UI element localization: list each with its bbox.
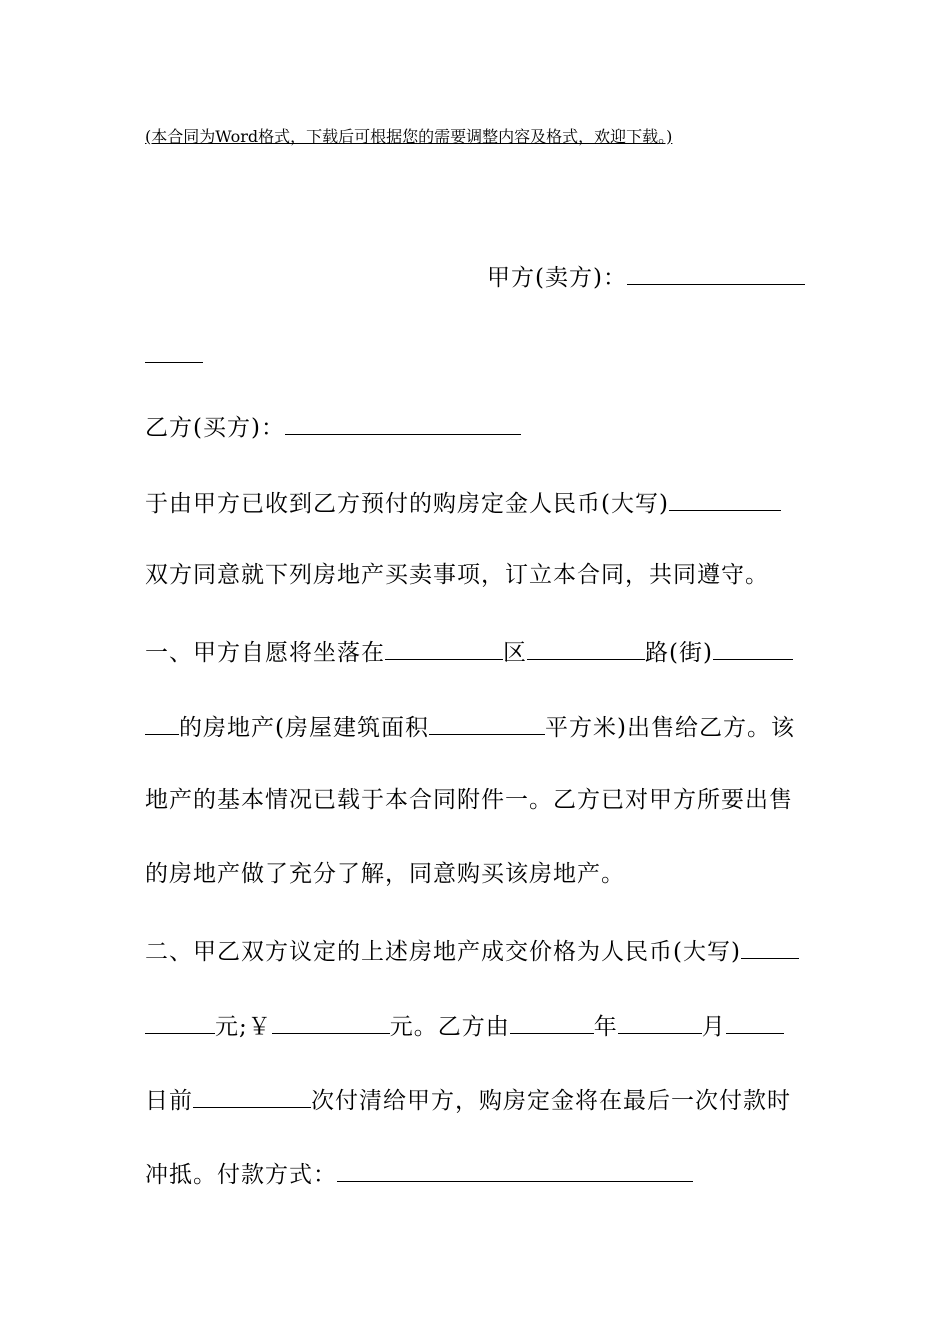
format-notice: (本合同为Word格式，下载后可根据您的需要调整内容及格式，欢迎下载。) <box>145 127 673 146</box>
deposit-text: 于由甲方已收到乙方预付的购房定金人民币(大写) <box>145 491 669 517</box>
party-b-blank[interactable] <box>285 408 521 435</box>
clause2-text-g: 次付清给甲方，购房定金将在最后一次付款时 <box>311 1088 791 1114</box>
address-blank[interactable] <box>713 633 793 660</box>
party-a-blank[interactable] <box>627 258 805 285</box>
agreement-text: 双方同意就下列房地产买卖事项，订立本合同，共同遵守。 <box>145 562 769 588</box>
clause2-text-h: 冲抵。付款方式： <box>145 1162 337 1188</box>
clause2-line3 <box>145 1081 805 1118</box>
road-blank[interactable] <box>527 633 645 660</box>
clause2-line2 <box>145 1007 805 1044</box>
agreement-line <box>145 558 805 592</box>
clause2-text-c: 元。乙方由 <box>389 1014 510 1040</box>
district-blank[interactable] <box>385 633 503 660</box>
clause1-line3 <box>145 783 805 817</box>
price-number-blank[interactable] <box>272 1007 390 1034</box>
clause2-text-f: 日前 <box>145 1088 193 1114</box>
clause1-text-b: 区 <box>503 640 527 666</box>
clause1-line2 <box>145 708 805 745</box>
clause2-line1 <box>145 932 805 969</box>
installments-blank[interactable] <box>193 1081 311 1108</box>
price-words-blank[interactable] <box>741 932 799 959</box>
clause1-text-a: 一、甲方自愿将坐落在 <box>145 640 385 666</box>
day-blank[interactable] <box>726 1007 784 1034</box>
clause1-text-d: 的房地产(房屋建筑面积 <box>179 715 429 741</box>
clause1-line4 <box>145 857 805 891</box>
deposit-line <box>145 484 805 521</box>
clause2-text-b: 元;￥ <box>215 1014 272 1040</box>
address-blank-continued[interactable] <box>145 708 179 735</box>
clause2-text-e: 月 <box>701 1014 726 1040</box>
payment-method-blank[interactable] <box>337 1155 693 1182</box>
clause1-text-f: 地产的基本情况已载于本合同附件一。乙方已对甲方所要出售 <box>145 787 793 813</box>
area-blank[interactable] <box>429 708 545 735</box>
clause1-text-e: 平方米)出售给乙方。该 <box>544 715 795 741</box>
clause2-text-d: 年 <box>593 1014 618 1040</box>
deposit-amount-blank[interactable] <box>669 484 781 511</box>
clause1-line1 <box>145 633 805 670</box>
party-b-label: 乙方(买方)： <box>145 415 285 441</box>
party-a-blank-continued[interactable] <box>145 336 203 363</box>
clause1-text-g: 的房地产做了充分了解，同意购买该房地产。 <box>145 861 625 887</box>
party-a-label: 甲方(卖方)： <box>487 265 627 291</box>
price-words-blank-continued[interactable] <box>145 1007 215 1034</box>
month-blank[interactable] <box>618 1007 702 1034</box>
party-b-line <box>145 408 805 445</box>
party-a-continuation <box>145 336 805 373</box>
clause2-line4 <box>145 1155 805 1192</box>
year-blank[interactable] <box>510 1007 594 1034</box>
party-a-line <box>145 258 805 295</box>
clause1-text-c: 路(街) <box>645 640 713 666</box>
clause2-text-a: 二、甲乙双方议定的上述房地产成交价格为人民币(大写) <box>145 939 741 965</box>
